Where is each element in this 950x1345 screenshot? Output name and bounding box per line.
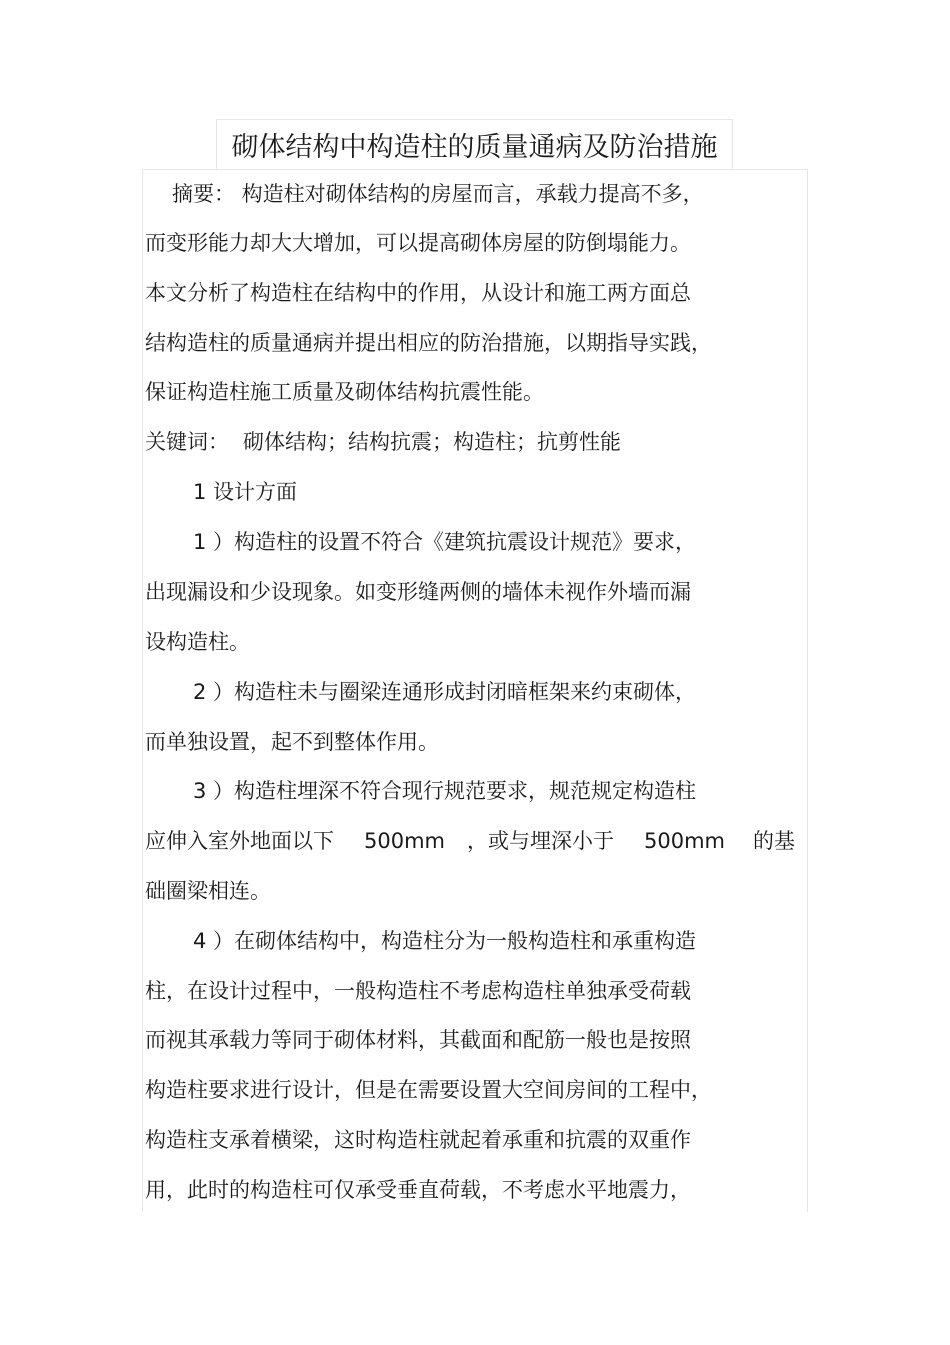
item2-line-2: 而单独设置，起不到整体作用。 xyxy=(145,730,439,754)
abstract-line-1: 摘要： 构造柱对砌体结构的房屋而言，承载力提高不多， xyxy=(172,182,704,206)
item2-line-1: 2 ）构造柱未与圈梁连通形成封闭暗框架来约束砌体， xyxy=(193,680,697,704)
item4-line-3: 而视其承载力等同于砌体材料，其截面和配筋一般也是按照 xyxy=(145,1028,691,1052)
item3-line-2-part-a: 应伸入室外地面以下 xyxy=(145,829,334,853)
item1-line-3: 设构造柱。 xyxy=(145,630,250,654)
item3-line-3: 础圈梁相连。 xyxy=(145,879,271,903)
abstract-line-5: 保证构造柱施工质量及砌体结构抗震性能。 xyxy=(145,380,544,404)
keywords-line xyxy=(145,428,621,456)
item3-line-1: 3 ）构造柱埋深不符合现行规范要求，规范规定构造柱 xyxy=(193,779,697,803)
item4-line-4: 构造柱要求进行设计，但是在需要设置大空间房间的工程中， xyxy=(145,1078,712,1102)
section-heading: 1 设计方面 xyxy=(193,480,298,504)
item3-line-2-part-b: 500mm xyxy=(364,829,445,853)
item4-line-1: 4 ）在砌体结构中，构造柱分为一般构造柱和承重构造 xyxy=(193,929,697,953)
item4-line-5: 构造柱支承着横梁，这时构造柱就起着承重和抗震的双重作 xyxy=(145,1128,691,1152)
item3-line-2-part-c: ，或与埋深小于 xyxy=(467,829,614,853)
item4-line-6: 用，此时的构造柱可仅承受垂直荷载，不考虑水平地震力， xyxy=(145,1178,691,1202)
item3-line-2-part-e: 的基 xyxy=(753,829,795,853)
keywords-label: 关键词： xyxy=(145,430,229,454)
abstract-line-3: 本文分析了构造柱在结构中的作用，从设计和施工两方面总 xyxy=(145,281,691,305)
item4-line-2: 柱，在设计过程中，一般构造柱不考虑构造柱单独承受荷载 xyxy=(145,979,691,1003)
abstract-line-2: 而变形能力却大大增加，可以提高砌体房屋的防倒塌能力。 xyxy=(145,231,691,255)
item1-line-2: 出现漏设和少设现象。如变形缝两侧的墙体未视作外墙而漏 xyxy=(145,580,691,604)
item1-line-1: 1 ）构造柱的设置不符合《建筑抗震设计规范》要求， xyxy=(193,530,697,554)
document-title: 砌体结构中构造柱的质量通病及防治措施 xyxy=(231,132,718,163)
keywords-text: 砌体结构；结构抗震；构造柱；抗剪性能 xyxy=(243,430,621,454)
item3-line-2-part-d: 500mm xyxy=(644,829,725,853)
abstract-line-4: 结构造柱的质量通病并提出相应的防治措施，以期指导实践， xyxy=(145,331,712,355)
item3-line-2 xyxy=(145,827,795,855)
